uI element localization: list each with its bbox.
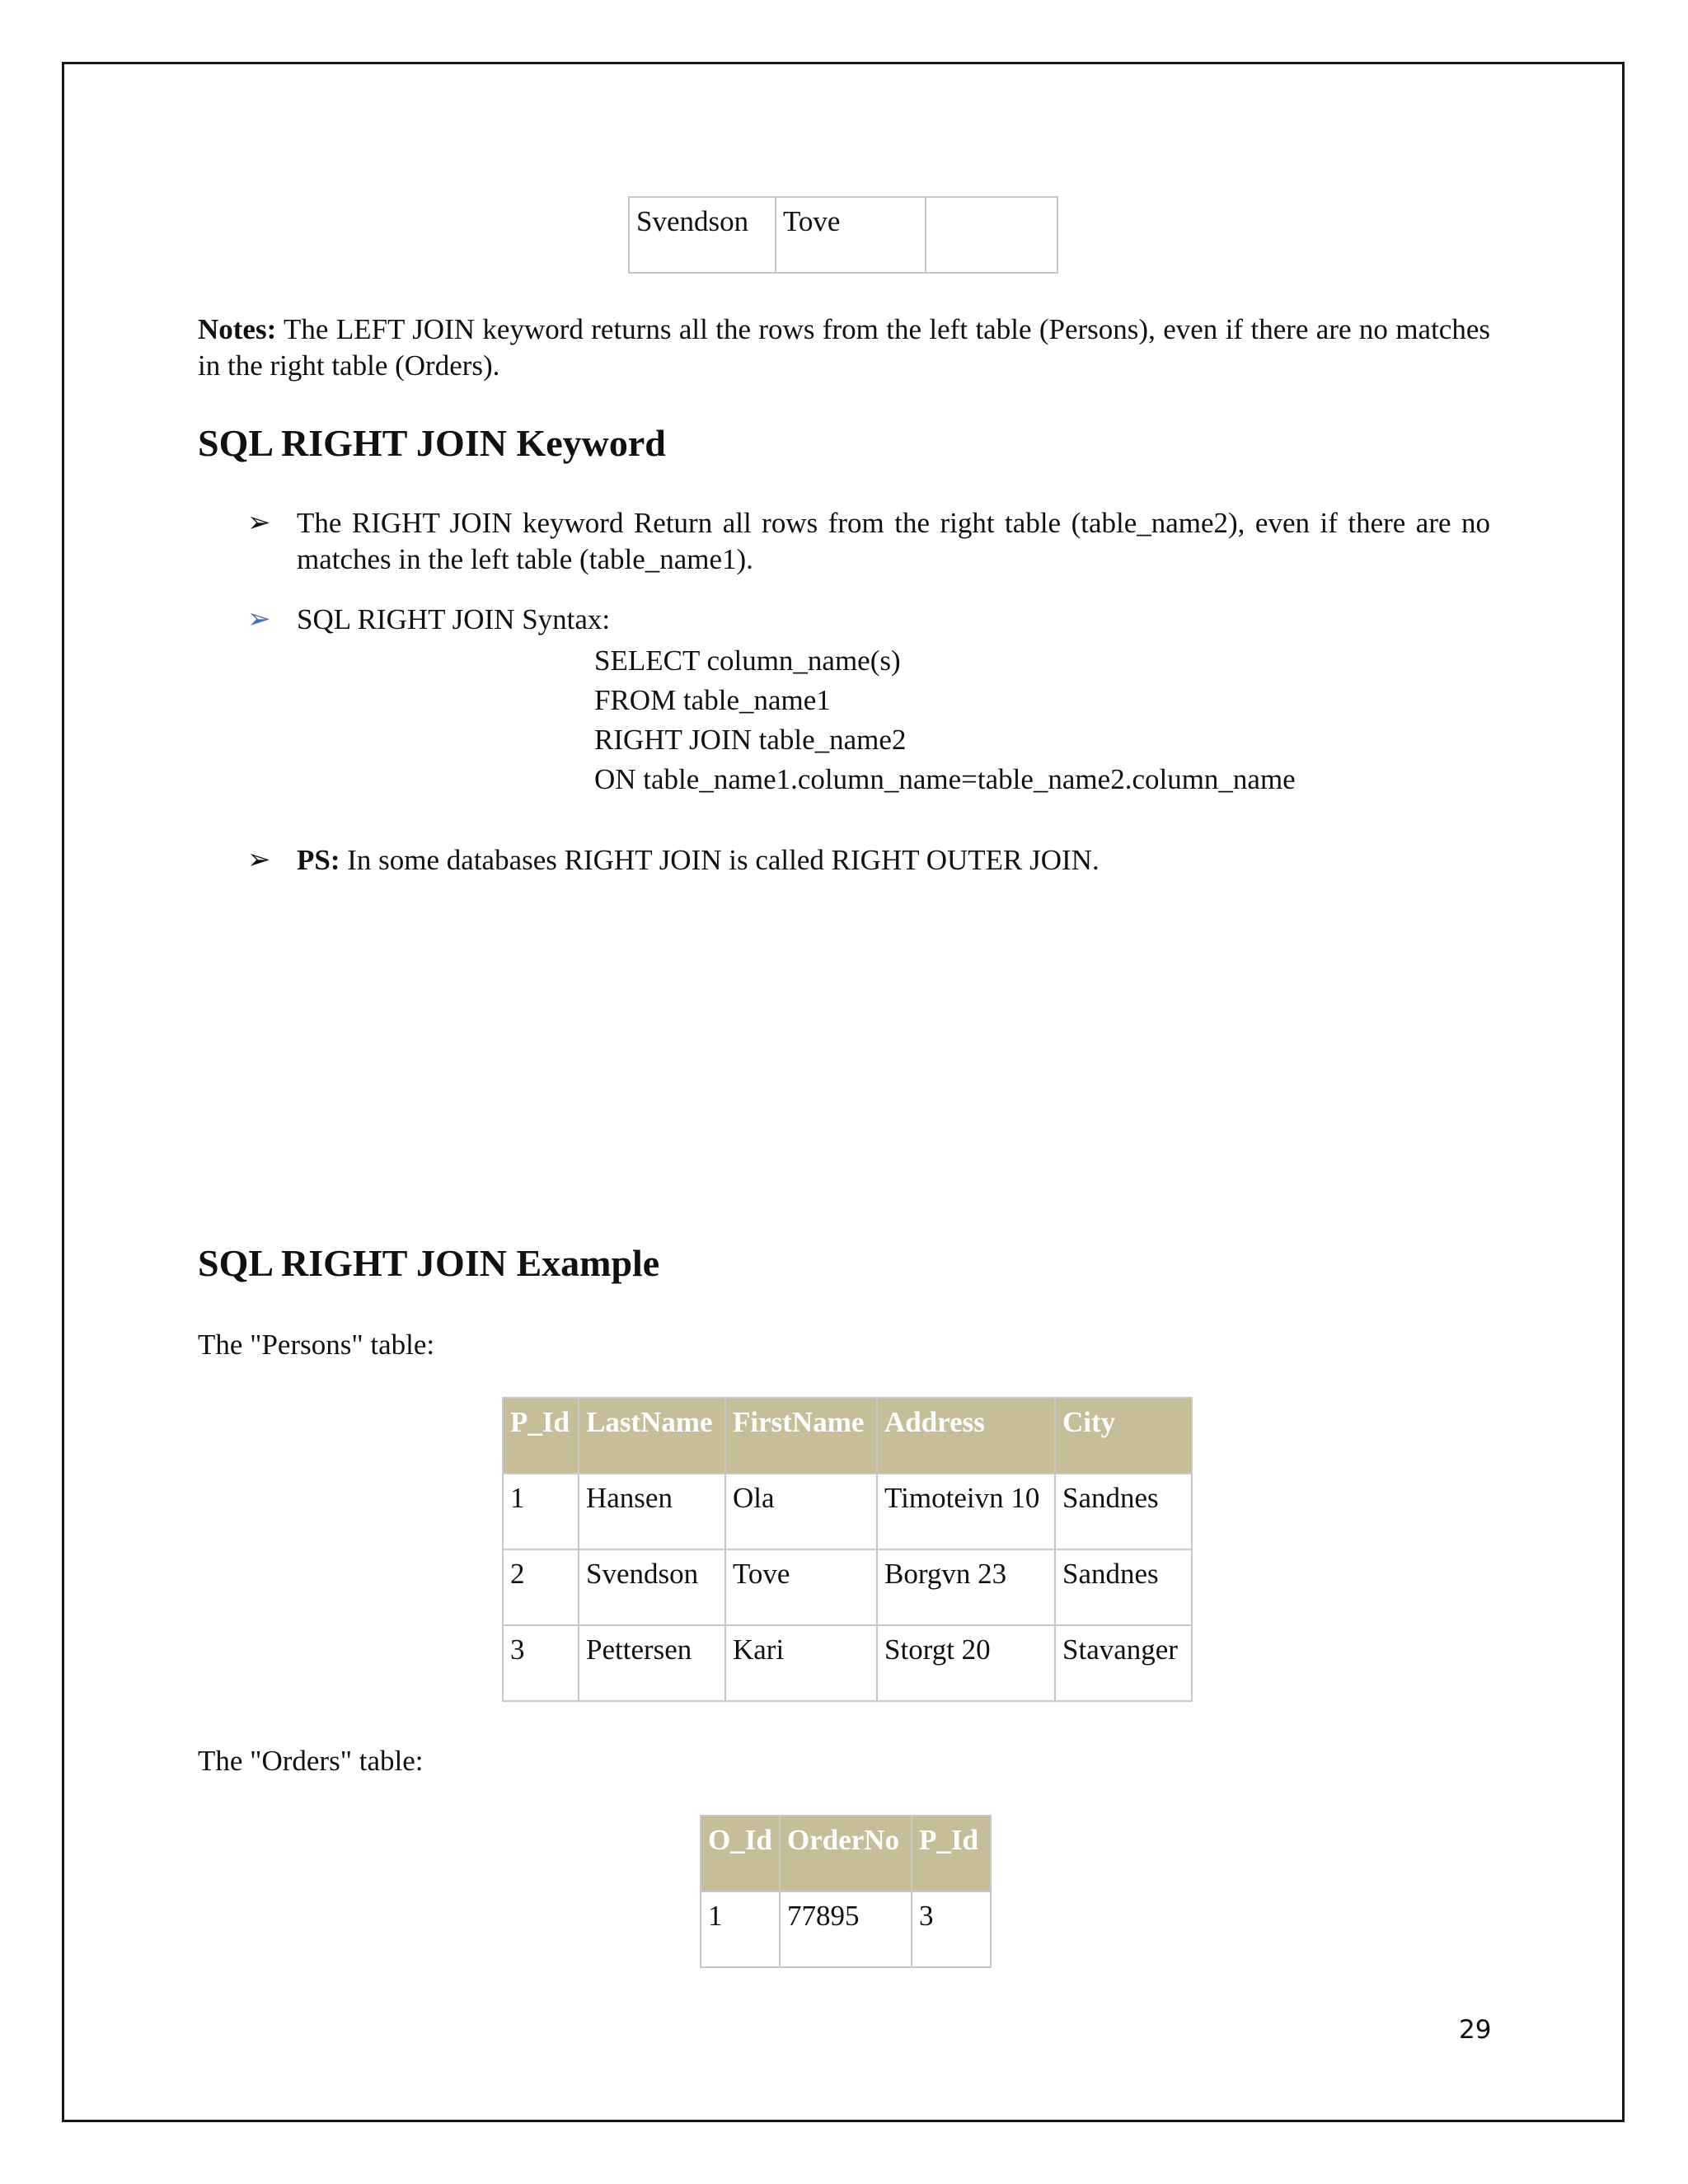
table-header-cell: FirstName xyxy=(725,1398,877,1474)
notes-text: The LEFT JOIN keyword returns all the rows from the left table (Persons), even if there are no matches in the right table (Orders). xyxy=(198,313,1490,382)
table-cell: Sandnes xyxy=(1055,1474,1192,1549)
table-cell: Timoteivn 10 xyxy=(877,1474,1055,1549)
table-header-cell: OrderNo xyxy=(780,1816,912,1891)
table-cell: Stavanger xyxy=(1055,1625,1192,1701)
persons-caption: The "Persons" table: xyxy=(198,1329,435,1361)
table-header-cell: City xyxy=(1055,1398,1192,1474)
table-cell xyxy=(926,197,1057,273)
table-cell: Tove xyxy=(776,197,926,273)
syntax-line: FROM table_name1 xyxy=(594,684,831,716)
table-cell: Borgvn 23 xyxy=(877,1549,1055,1625)
table-header-cell: LastName xyxy=(579,1398,725,1474)
syntax-block xyxy=(594,641,1296,799)
table-row xyxy=(701,1891,991,1967)
persons-table xyxy=(502,1397,1193,1702)
table-cell: Sandnes xyxy=(1055,1549,1192,1625)
table-cell: 2 xyxy=(503,1549,579,1625)
bullet-right-join-description: The RIGHT JOIN keyword Return all rows from the right table (table_name2), even if there are no matches in the left table (table_name1). xyxy=(297,507,1490,575)
table-cell: 1 xyxy=(701,1891,780,1967)
ps-label: PS: xyxy=(297,844,340,876)
table-cell: 1 xyxy=(503,1474,579,1549)
syntax-line: ON table_name1.column_name=table_name2.column_name xyxy=(594,763,1296,795)
syntax-line: RIGHT JOIN table_name2 xyxy=(594,724,907,756)
ps-text: In some databases RIGHT JOIN is called RIGHT OUTER JOIN. xyxy=(340,844,1100,876)
table-cell: 77895 xyxy=(780,1891,912,1967)
table-cell: Svendson xyxy=(629,197,776,273)
table-header-cell: Address xyxy=(877,1398,1055,1474)
table-header-cell: O_Id xyxy=(701,1816,780,1891)
syntax-line: SELECT column_name(s) xyxy=(594,644,901,677)
table-header-row xyxy=(701,1816,991,1891)
table-row xyxy=(629,197,1057,273)
arrow-bullet-icon: ➢ xyxy=(247,845,271,875)
table-cell: Svendson xyxy=(579,1549,725,1625)
section-heading-keyword: SQL RIGHT JOIN Keyword xyxy=(198,422,666,464)
page-number: 29 xyxy=(1459,2015,1492,2045)
orders-table xyxy=(700,1815,992,1968)
notes-label: Notes: xyxy=(198,313,277,345)
table-header-row xyxy=(503,1398,1192,1474)
table-cell: 3 xyxy=(503,1625,579,1701)
table-row xyxy=(503,1549,1192,1625)
table-cell: 3 xyxy=(912,1891,991,1967)
table-header-cell: P_Id xyxy=(503,1398,579,1474)
table-cell: Tove xyxy=(725,1549,877,1625)
notes-paragraph xyxy=(198,312,1490,384)
table-row xyxy=(503,1625,1192,1701)
table-cell: Kari xyxy=(725,1625,877,1701)
table-row xyxy=(503,1474,1192,1549)
bullet-ps-note xyxy=(297,842,1100,879)
section-heading-example: SQL RIGHT JOIN Example xyxy=(198,1242,660,1284)
table-header-cell: P_Id xyxy=(912,1816,991,1891)
arrow-bullet-icon: ➢ xyxy=(247,604,271,635)
orders-caption: The "Orders" table: xyxy=(198,1745,424,1777)
table-cell: Ola xyxy=(725,1474,877,1549)
bullet-syntax-label: SQL RIGHT JOIN Syntax: xyxy=(297,603,611,635)
table-cell: Pettersen xyxy=(579,1625,725,1701)
arrow-bullet-icon: ➢ xyxy=(247,508,271,538)
table-cell: Hansen xyxy=(579,1474,725,1549)
continued-table xyxy=(628,196,1058,274)
table-cell: Storgt 20 xyxy=(877,1625,1055,1701)
